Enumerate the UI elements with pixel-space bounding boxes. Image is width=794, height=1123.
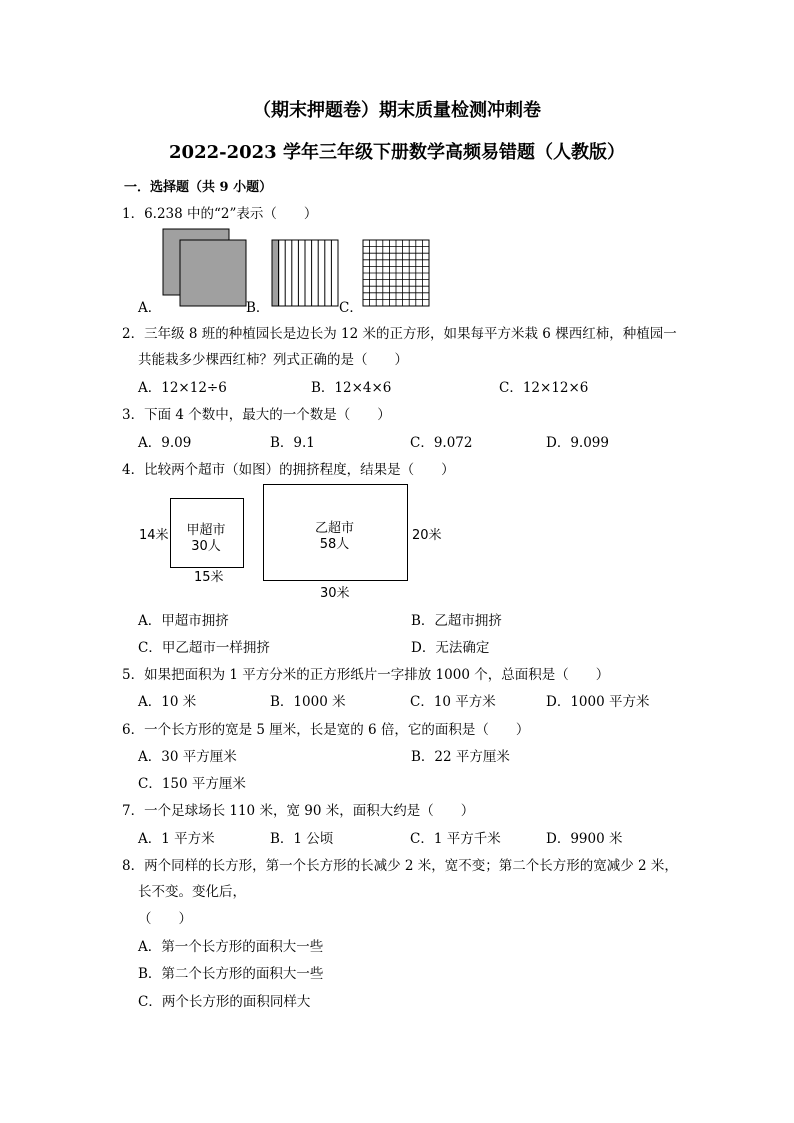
question-8-option-c[interactable]: C．两个长方形的面积同样大	[138, 994, 311, 1010]
question-6-option-c[interactable]: C．150 平方厘米	[138, 776, 246, 792]
question-8-stem-line2: 长不变。变化后，	[138, 884, 246, 900]
option-c-hundredths	[363, 240, 429, 306]
question-3-option-a[interactable]: A．9.09	[138, 435, 192, 451]
market-b-height: 20米	[412, 528, 442, 543]
option-a-square-front	[180, 240, 246, 306]
page-title: （期末押题卷）期末质量检测冲刺卷	[253, 100, 541, 121]
market-a-name: 甲超市	[186, 523, 226, 538]
question-4-option-b[interactable]: B．乙超市拥挤	[411, 613, 502, 629]
question-2-stem-line1: 2．三年级 8 班的种植园长是边长为 12 米的正方形，如果每平方米栽 6 棵西红柿，种植园一	[122, 326, 677, 342]
question-1-stem: 1．6.238 中的“2”表示（ ）	[122, 206, 318, 222]
question-7-option-a[interactable]: A．1 平方米	[138, 831, 215, 847]
market-a-people: 30人	[191, 539, 221, 554]
question-3-option-c[interactable]: C．9.072	[410, 435, 473, 451]
question-5-stem: 5．如果把面积为 1 平方分米的正方形纸片一字排放 1000 个，总面积是（ ）	[122, 667, 610, 683]
question-4-option-d[interactable]: D．无法确定	[411, 640, 490, 656]
page-subtitle: 2022-2023 学年三年级下册数学高频易错题（人教版）	[169, 142, 625, 163]
market-b-width: 30米	[320, 586, 350, 601]
question-7-option-c[interactable]: C．1 平方千米	[410, 831, 501, 847]
question-7-option-d[interactable]: D．9900 米	[546, 831, 623, 847]
option-b-tenths	[272, 240, 338, 306]
question-8-option-b[interactable]: B．第二个长方形的面积大一些	[138, 966, 324, 982]
question-6-option-b[interactable]: B．22 平方厘米	[411, 749, 510, 765]
question-1-option-c[interactable]: C．	[339, 300, 363, 316]
question-8-stem-line3: （ ）	[138, 911, 192, 927]
question-6-option-a[interactable]: A．30 平方厘米	[138, 749, 237, 765]
question-8-option-a[interactable]: A．第一个长方形的面积大一些	[138, 939, 324, 955]
market-b-people: 58人	[319, 537, 350, 552]
section-heading: 一．选择题（共 9 小题）	[124, 180, 273, 195]
question-5-option-b[interactable]: B．1000 米	[270, 694, 346, 710]
question-1-option-a[interactable]: A．	[138, 300, 162, 316]
market-a-height: 14米	[139, 528, 169, 543]
question-2-option-b[interactable]: B．12×4×6	[311, 380, 392, 396]
question-4-option-c[interactable]: C．甲乙超市一样拥挤	[138, 640, 270, 656]
question-2-option-c[interactable]: C．12×12×6	[499, 380, 589, 396]
question-3-stem: 3．下面 4 个数中，最大的一个数是（ ）	[122, 407, 391, 423]
question-2-option-a[interactable]: A．12×12÷6	[138, 380, 227, 396]
question-7-option-b[interactable]: B．1 公顷	[270, 831, 334, 847]
question-3-option-d[interactable]: D．9.099	[546, 435, 609, 451]
question-1-option-b[interactable]: B．	[246, 300, 270, 316]
market-b-name: 乙超市	[314, 521, 354, 536]
question-2-stem-line2: 共能栽多少棵西红柿？列式正确的是（ ）	[138, 352, 408, 368]
question-6-stem: 6．一个长方形的宽是 5 厘米，长是宽的 6 倍，它的面积是（ ）	[122, 722, 530, 738]
decimal-grid-figures	[160, 228, 460, 308]
question-4-option-a[interactable]: A．甲超市拥挤	[138, 613, 229, 629]
question-4-stem: 4．比较两个超市（如图）的拥挤程度，结果是（ ）	[122, 462, 455, 478]
question-5-option-c[interactable]: C．10 平方米	[410, 694, 496, 710]
question-8-stem-line1: 8．两个同样的长方形，第一个长方形的长减少 2 米，宽不变；第二个长方形的宽减少 2 米，	[122, 858, 678, 874]
question-7-stem: 7．一个足球场长 110 米，宽 90 米，面积大约是（ ）	[122, 803, 475, 819]
question-5-option-a[interactable]: A．10 米	[138, 694, 197, 710]
question-3-option-b[interactable]: B．9.1	[270, 435, 315, 451]
market-a-width: 15米	[194, 570, 224, 585]
question-5-option-d[interactable]: D．1000 平方米	[546, 694, 650, 710]
